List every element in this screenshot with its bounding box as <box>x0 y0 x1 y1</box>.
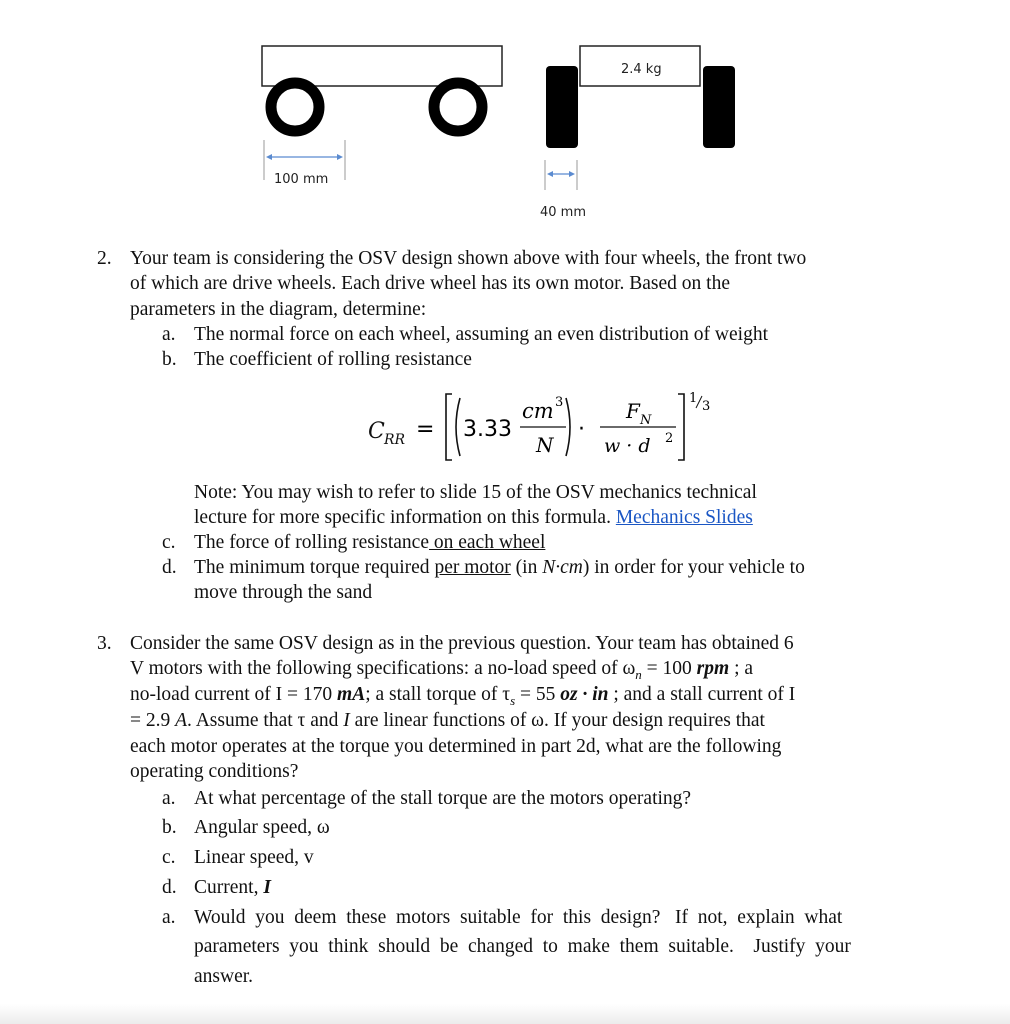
q3-line-5: each motor operates at the torque you determined in part 2d, what are the following <box>130 736 782 757</box>
svg-text:N: N <box>640 413 652 428</box>
q3d-text: Current, I <box>194 877 271 898</box>
svg-text:=: = <box>416 417 435 442</box>
q2d-line-2: move through the sand <box>194 582 373 603</box>
q2d-text-mid: (in <box>510 557 543 578</box>
q2-number: 2. <box>97 248 112 269</box>
q3-line-6: operating conditions? <box>130 761 299 782</box>
q2a-marker: a. <box>162 324 176 345</box>
q2c-marker: c. <box>162 532 176 553</box>
osv-diagram <box>0 0 1010 240</box>
q3c-text: Linear speed, v <box>194 847 314 868</box>
q3e-line-3: answer. <box>194 966 254 987</box>
q3e-line-2: parameters you think should be changed to make them suitable. Justify your <box>194 936 851 957</box>
svg-text:F: F <box>626 399 640 423</box>
q2d-marker: d. <box>162 557 177 578</box>
q2d-text-post: ) in order for your vehicle to <box>582 557 805 578</box>
q2c-text <box>194 531 545 555</box>
q2d-units: N·cm <box>542 557 583 578</box>
page-bottom-shade <box>0 1004 1010 1024</box>
q2-note-line-2 <box>194 506 753 530</box>
front-wheel-side <box>434 83 482 131</box>
q3e-line-1: Would you deem these motors suitable for this design? If not, explain what <box>194 907 843 928</box>
svg-text:3: 3 <box>555 395 564 410</box>
q3-line-2: V motors with the following specifications: a no-load speed of $\omega_n = 100$ rpm ; a <box>130 658 754 682</box>
mechanics-slides-link[interactable]: Mechanics Slides <box>615 507 753 528</box>
wheel-width-label: 40 mm <box>540 205 587 220</box>
q2-line-1: Your team is considering the OSV design shown above with four wheels, the front two <box>130 248 807 269</box>
left-wheel-front <box>546 66 578 148</box>
svg-text:1: 1 <box>689 391 698 406</box>
svg-text:3.33: 3.33 <box>463 417 512 442</box>
rear-wheel-side <box>271 83 319 131</box>
q3a-marker: a. <box>162 788 176 809</box>
q2-note-line-2-text: lecture for more specific information on this formula. <box>194 507 616 528</box>
q3d-marker: d. <box>162 877 177 898</box>
q2-line-3: parameters in the diagram, determine: <box>130 299 427 320</box>
q3e-marker: a. <box>162 907 176 928</box>
q2b-marker: b. <box>162 349 177 370</box>
q3-line-1: Consider the same OSV design as in the previous question. Your team has obtained 6 <box>130 633 794 654</box>
q3c-marker: c. <box>162 847 176 868</box>
svg-text:RR: RR <box>384 432 406 448</box>
q2-line-2: of which are drive wheels. Each drive wheel has its own motor. Based on the <box>130 273 730 294</box>
q2a-text: The normal force on each wheel, assuming an even distribution of weight <box>194 324 768 345</box>
svg-text:2: 2 <box>665 431 674 446</box>
q2d-text <box>194 556 805 580</box>
q2b-text: The coefficient of rolling resistance <box>194 349 472 370</box>
svg-text:N: N <box>536 433 554 457</box>
q3b-text: Angular speed, ω <box>194 817 330 838</box>
q2c-text-main: The force of rolling resistance <box>194 532 429 553</box>
svg-text:C: C <box>368 419 385 444</box>
q3b-marker: b. <box>162 817 177 838</box>
right-wheel-front <box>703 66 735 148</box>
mass-label: 2.4 kg <box>621 62 662 77</box>
rolling-resistance-formula <box>360 384 760 464</box>
q3a-text: At what percentage of the stall torque are the motors operating? <box>194 788 692 809</box>
q2c-underlined: on each wheel <box>428 532 546 553</box>
svg-text:w · d: w · d <box>604 435 651 457</box>
q2d-underlined: per motor <box>434 557 511 578</box>
svg-text:·: · <box>578 417 585 442</box>
q2-note-line-1: Note: You may wish to refer to slide 15 of the OSV mechanics technical <box>194 482 757 503</box>
svg-text:cm: cm <box>522 399 554 423</box>
q3-line-3: no-load current of I = 170 mA; a stall torque of $\tau_s = 55$ oz · in ; and a stall current of I <box>130 684 796 708</box>
wheel-diameter-label: 100 mm <box>274 172 329 187</box>
q3-line-4: = 2.9 A. Assume that τ and I are linear functions of ω. If your design requires that <box>130 710 765 731</box>
svg-text:3: 3 <box>702 399 711 414</box>
q2d-text-pre: The minimum torque required <box>194 557 435 578</box>
q3-number: 3. <box>97 633 112 654</box>
